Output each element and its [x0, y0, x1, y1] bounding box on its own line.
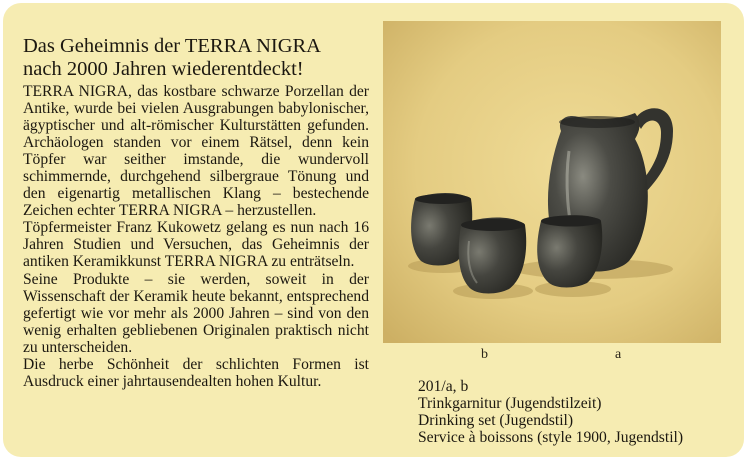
- paragraph-2: Töpfermeister Franz Kukowetz gelang es nun nach 16 Jahren Studien und Versuchen, das Geheimnis der antiken Keramikkunst TERRA NIGRA zu enträtseln.: [23, 219, 369, 271]
- photo-label-a: a: [615, 347, 622, 362]
- cup-right: [537, 215, 602, 288]
- heading: [23, 35, 368, 81]
- pottery-photo-image: [383, 21, 721, 343]
- paragraph-1: TERRA NIGRA, das kostbare schwarze Porzellan der Antike, wurde bei vielen Ausgrabungen babylonischer, ägyptischer und alt-römischer Kulturstätten gefunden. Archäologen standen vor einem Rätsel, denn kein Töpfer war seither imstande, die wundervoll schimmernde, durchgehend silbergraue Tönung und den eigenartig metallischen Klang – bestechende Zeichen echter TERRA NIGRA – herzustellen.: [23, 83, 369, 220]
- heading-line-1: Das Geheimnis der TERRA NIGRA: [23, 35, 321, 57]
- paragraph-4: Die herbe Schönheit der schlichten Formen ist Ausdruck einer jahrtausendealten hohen Kultur.: [23, 355, 369, 390]
- body-text: [23, 83, 369, 390]
- heading-line-2: nach 2000 Jahren wiederentdeckt!: [23, 58, 304, 80]
- caption-german: Trinkgarnitur (Jugendstilzeit): [418, 395, 602, 412]
- product-photo: [383, 21, 721, 343]
- caption: [418, 378, 738, 446]
- paragraph-3: Seine Produkte – sie werden, soweit in der Wissenschaft der Keramik heute bekannt, entsprechend gefertigt wie vor mehr als 2000 Jahren – sind von den wenig erhalten gebliebenen Originalen praktisch nicht zu unterscheiden.: [23, 270, 369, 356]
- caption-english: Drinking set (Jugendstil): [418, 412, 574, 429]
- caption-number: 201/a, b: [418, 378, 469, 395]
- caption-french: Service à boissons (style 1900, Jugendstil): [418, 429, 684, 446]
- catalog-card: [3, 3, 744, 457]
- photo-label-b: b: [481, 347, 488, 362]
